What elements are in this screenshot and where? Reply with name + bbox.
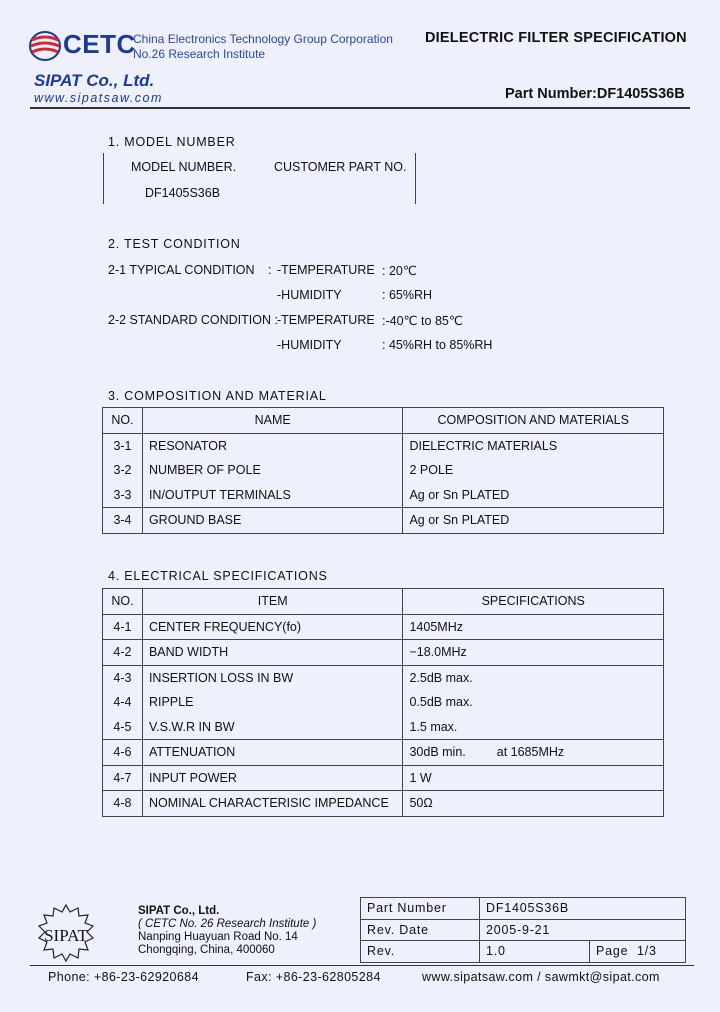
attenuation-min: 30dB min.: [409, 745, 466, 760]
typical-condition-separator: :: [268, 263, 272, 277]
table-row: [361, 941, 686, 963]
table-row: [103, 791, 664, 817]
rev-date-label: Rev. Date: [361, 919, 480, 941]
table-row: [103, 690, 664, 715]
rev-date-value: 2005-9-21: [480, 919, 686, 941]
row-no: 4-3: [103, 665, 143, 690]
row-spec: −18.0MHz: [403, 640, 664, 666]
table-row: [103, 765, 664, 791]
part-number-label: Part Number: [361, 898, 480, 920]
part-number-value: DF1405S36B: [480, 898, 686, 920]
row-no: 3-2: [103, 458, 143, 483]
part-number-header: Part Number:DF1405S36B: [505, 86, 685, 102]
rev-label: Rev.: [361, 941, 480, 963]
row-item: ATTENUATION: [142, 740, 403, 766]
attenuation-frequency: at 1685MHz: [496, 745, 565, 760]
row-no: 4-2: [103, 640, 143, 666]
page-label: Page: [596, 944, 629, 959]
table-row: [103, 433, 664, 458]
table-row: [103, 614, 664, 640]
org-name: China Electronics Technology Group Corporation: [133, 32, 393, 46]
row-item: RIPPLE: [142, 690, 403, 715]
table-header-row: [103, 589, 664, 615]
standard-condition-label: 2-2 STANDARD CONDITION :: [108, 313, 278, 327]
row-spec: 0.5dB max.: [403, 690, 664, 715]
section-composition-title: 3. COMPOSITION AND MATERIAL: [108, 389, 327, 403]
standard-temperature-label: -TEMPERATURE: [277, 313, 375, 327]
header-item: ITEM: [142, 589, 403, 615]
row-value: Ag or Sn PLATED: [403, 508, 664, 534]
page-value: 1/3: [636, 944, 657, 959]
footer-company: SIPAT Co., Ltd.: [138, 905, 220, 917]
row-spec: 50Ω: [403, 791, 664, 817]
customer-part-header: CUSTOMER PART NO.: [274, 160, 407, 174]
row-no: 4-5: [103, 715, 143, 740]
standard-temperature-value: :-40℃ to 85℃: [382, 314, 463, 328]
table-row: [103, 665, 664, 690]
table-row: [361, 898, 686, 920]
footer-fax: Fax: +86-23-62805284: [246, 970, 381, 984]
table-row: [103, 715, 664, 740]
footer-phone: Phone: +86-23-62920684: [48, 970, 199, 984]
sipat-seal-icon: [33, 902, 99, 968]
row-spec: [403, 740, 664, 766]
header-no: NO.: [103, 589, 143, 615]
document-title: DIELECTRIC FILTER SPECIFICATION: [425, 30, 687, 46]
standard-humidity-label: -HUMIDITY: [277, 338, 342, 352]
table-row: [103, 508, 664, 534]
rev-value: 1.0: [480, 941, 590, 963]
row-no: 4-4: [103, 690, 143, 715]
row-name: IN/OUTPUT TERMINALS: [142, 483, 403, 508]
row-no: 3-3: [103, 483, 143, 508]
row-value: Ag or Sn PLATED: [403, 483, 664, 508]
row-item: NOMINAL CHARACTERISIC IMPEDANCE: [142, 791, 403, 817]
model-number-value: DF1405S36B: [145, 186, 221, 200]
row-item: V.S.W.R IN BW: [142, 715, 403, 740]
typical-condition-label: 2-1 TYPICAL CONDITION: [108, 263, 255, 277]
page-indicator: [590, 941, 686, 963]
revision-table: [360, 897, 686, 963]
section-model-number-title: 1. MODEL NUMBER: [108, 135, 236, 149]
row-spec: 1405MHz: [403, 614, 664, 640]
footer-web-email: www.sipatsaw.com / sawmkt@sipat.com: [422, 970, 660, 984]
row-name: GROUND BASE: [142, 508, 403, 534]
institute-name: No.26 Research Institute: [133, 47, 266, 61]
header-no: NO.: [103, 408, 143, 434]
footer-address-line2: Chongqing, China, 400060: [138, 944, 275, 956]
row-name: RESONATOR: [142, 433, 403, 458]
section-electrical-title: 4. ELECTRICAL SPECIFICATIONS: [108, 569, 328, 583]
row-item: INSERTION LOSS IN BW: [142, 665, 403, 690]
typical-temperature-label: -TEMPERATURE: [277, 263, 375, 277]
logo-wordmark: CETC: [63, 29, 136, 59]
header-divider: [30, 107, 690, 109]
row-spec: 2.5dB max.: [403, 665, 664, 690]
table-row: [361, 919, 686, 941]
table-row: [103, 640, 664, 666]
header-name: NAME: [142, 408, 403, 434]
row-no: 4-7: [103, 765, 143, 791]
company-website: www.sipatsaw.com: [34, 91, 163, 105]
row-item: INPUT POWER: [142, 765, 403, 791]
typical-humidity-label: -HUMIDITY: [277, 288, 342, 302]
row-spec: 1 W: [403, 765, 664, 791]
row-no: 3-1: [103, 433, 143, 458]
row-spec: 1.5 max.: [403, 715, 664, 740]
footer-institute: ( CETC No. 26 Research Institute ): [138, 918, 317, 930]
electrical-spec-table: [102, 588, 664, 817]
table-row: [103, 458, 664, 483]
section-test-condition-title: 2. TEST CONDITION: [108, 237, 241, 251]
composition-table: [102, 407, 664, 534]
row-item: BAND WIDTH: [142, 640, 403, 666]
header-composition: COMPOSITION AND MATERIALS: [403, 408, 664, 434]
row-no: 4-6: [103, 740, 143, 766]
svg-text:SIPAT: SIPAT: [44, 926, 88, 945]
table-row: [103, 483, 664, 508]
row-item: CENTER FREQUENCY(fo): [142, 614, 403, 640]
typical-humidity-value: : 65%RH: [382, 288, 433, 302]
table-row: [103, 740, 664, 766]
row-value: 2 POLE: [403, 458, 664, 483]
row-no: 4-1: [103, 614, 143, 640]
standard-humidity-value: : 45%RH to 85%RH: [382, 338, 493, 352]
row-value: DIELECTRIC MATERIALS: [403, 433, 664, 458]
model-number-header: MODEL NUMBER.: [131, 160, 237, 174]
company-name: SIPAT Co., Ltd.: [34, 71, 155, 90]
row-name: NUMBER OF POLE: [142, 458, 403, 483]
table-header-row: [103, 408, 664, 434]
typical-temperature-value: : 20℃: [382, 264, 417, 278]
footer-divider: [30, 965, 694, 966]
row-no: 3-4: [103, 508, 143, 534]
footer-address-line1: Nanping Huayuan Road No. 14: [138, 931, 298, 943]
row-no: 4-8: [103, 791, 143, 817]
header-specifications: SPECIFICATIONS: [403, 589, 664, 615]
